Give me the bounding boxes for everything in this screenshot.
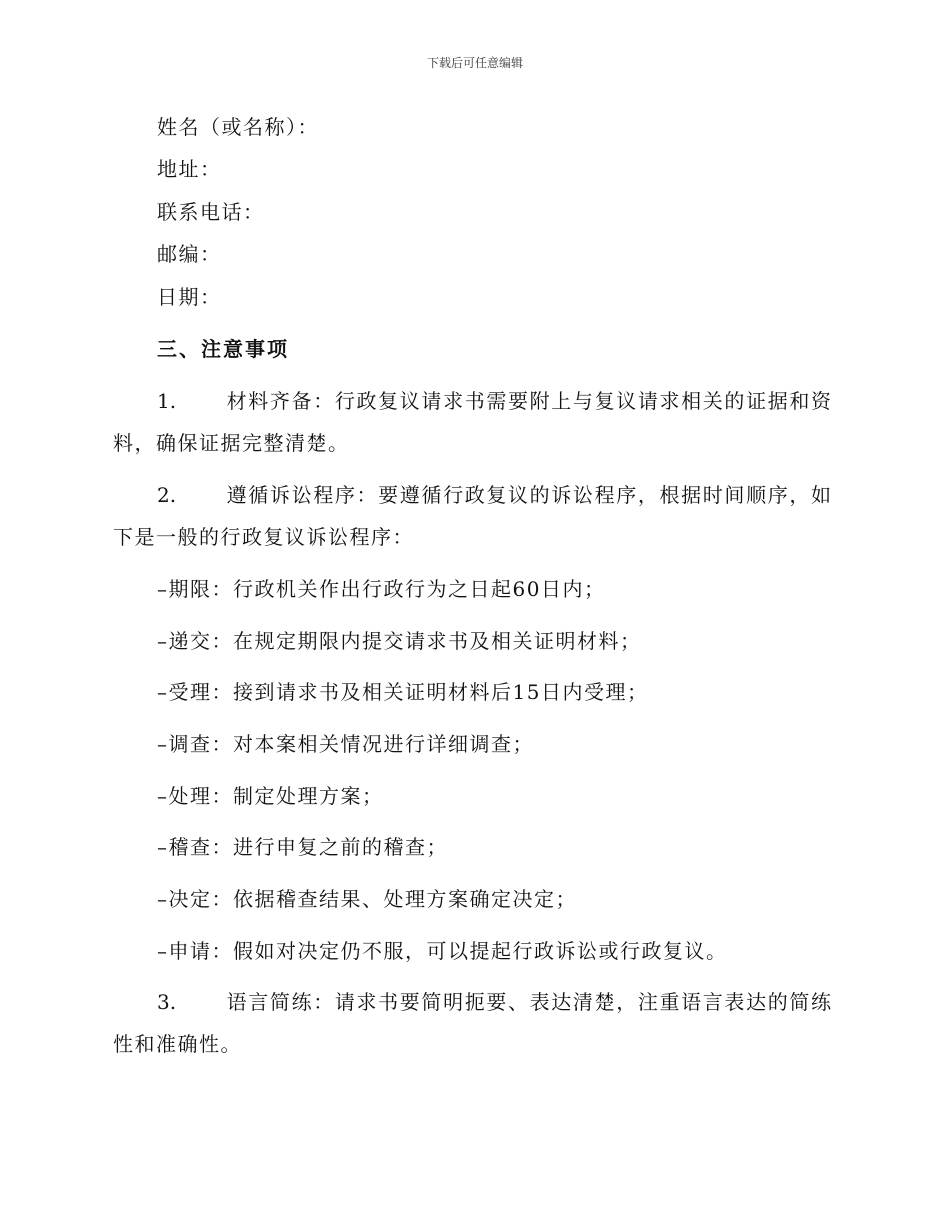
item-1-number: 1. [157, 389, 177, 413]
step-handle: –处理：制定处理方案； [157, 784, 384, 808]
item-1-line-2: 料，确保证据完整清楚。 [113, 431, 350, 455]
step-accept: –受理：接到请求书及相关证明材料后15日内受理； [157, 680, 649, 704]
step-apply: –申请：假如对决定仍不服，可以提起行政诉讼或行政复议。 [157, 939, 728, 963]
field-phone: 联系电话： [157, 200, 265, 224]
item-3-line-1 [157, 990, 831, 1014]
section-title: 三、注意事项 [157, 337, 289, 361]
step-audit: –稽查：进行申复之前的稽查； [157, 835, 448, 859]
item-1-text: 材料齐备：行政复议请求书需要附上与复议请求相关的证据和资 [225, 389, 831, 413]
item-3-number: 3. [157, 990, 177, 1014]
field-name: 姓名（或名称）： [157, 115, 319, 139]
item-2-text: 遵循诉讼程序：要遵循行政复议的诉讼程序，根据时间顺序，如 [225, 483, 831, 507]
item-2-line-1 [157, 483, 831, 507]
step-investigate: –调查：对本案相关情况进行详细调查； [157, 732, 534, 756]
step-decide: –决定：依据稽查结果、处理方案确定决定； [157, 887, 577, 911]
field-address: 地址： [157, 157, 222, 181]
item-2-line-2: 下是一般的行政复议诉讼程序： [113, 525, 414, 549]
item-1-line-1 [157, 389, 831, 413]
item-2-number: 2. [157, 483, 177, 507]
page-header: 下载后可任意编辑 [426, 56, 523, 70]
item-3-line-2: 性和准确性。 [113, 1032, 242, 1056]
field-date: 日期： [157, 285, 222, 309]
field-postcode: 邮编： [157, 242, 222, 266]
step-deadline: –期限：行政机关作出行政行为之日起60日内； [157, 577, 606, 601]
item-3-text: 语言简练：请求书要简明扼要、表达清楚，注重语言表达的简练 [225, 990, 831, 1014]
step-submit: –递交：在规定期限内提交请求书及相关证明材料； [157, 629, 642, 653]
